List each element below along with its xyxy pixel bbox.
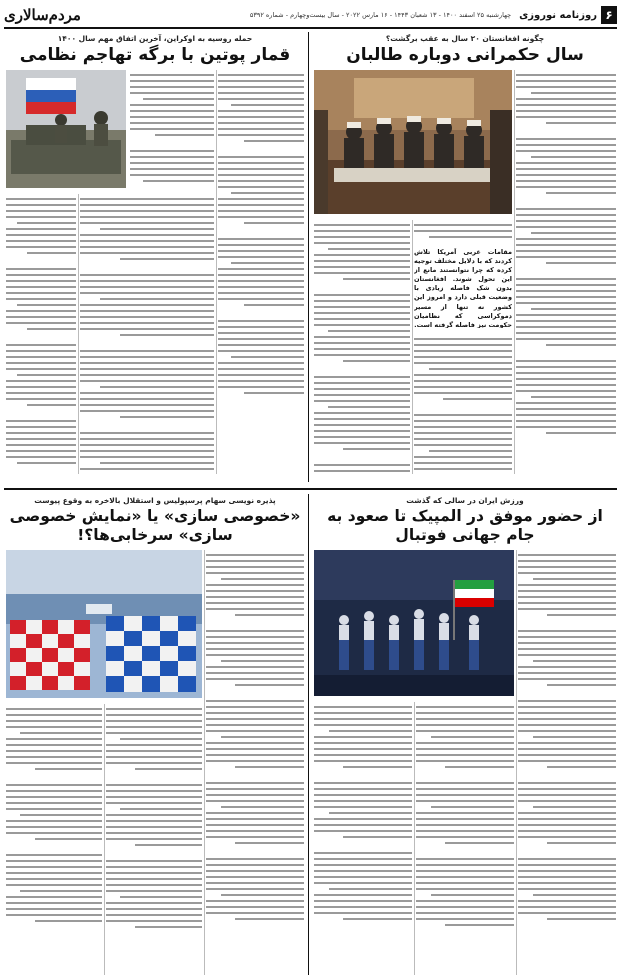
taliban-pullquote: مقامات غربی آمریکا تلاش کردند که با دلایل مختلف توجیه کرده که چرا نتوانستند مانع از این تحول شوند. افغانستان بدون شک فاصله زیادی با وضعیت قبلی دارد و امروز این کشور نه تنها از مسیر دموکراسی که نظامیان حکومت نیز فاصله گرفته است. [414, 248, 512, 328]
column-divider [412, 220, 413, 474]
russian-flag-icon [26, 78, 76, 114]
olympics-photo [314, 550, 514, 696]
article-kicker: چگونه افغانستان ۲۰ سال به عقب برگشت؟ [385, 34, 545, 43]
olympics-column-3 [314, 702, 412, 975]
section-rule [4, 488, 617, 490]
column-divider [104, 704, 105, 975]
olympics-column-2 [416, 702, 514, 975]
red-fan-flag-icon [10, 620, 90, 690]
column-divider [414, 702, 415, 975]
article-kicker: پذیره نویسی سهام پرسپولیس و استقلال بالاخره به وقوع پیوست [34, 496, 276, 505]
blue-fan-flag-icon [106, 616, 196, 692]
ukraine-column-1 [130, 70, 214, 188]
column-divider [514, 70, 515, 474]
column-divider [78, 194, 79, 474]
taliban-meeting-image [314, 70, 512, 214]
taliban-column-2b [414, 334, 512, 474]
article-privatization [6, 494, 304, 546]
column-divider [204, 550, 205, 975]
masthead [4, 4, 617, 26]
privatization-photo [6, 550, 202, 698]
column-divider [216, 70, 217, 474]
article-headline: سال حکمرانی دوباره طالبان [346, 45, 584, 65]
russian-tank-image [6, 70, 126, 188]
olympic-parade-image [314, 550, 514, 696]
privatization-column-1 [206, 550, 304, 975]
article-divider [308, 32, 309, 482]
taliban-column-1 [516, 70, 616, 474]
olympics-column-1 [518, 550, 616, 975]
page-number: ۶ [601, 6, 617, 24]
article-taliban [315, 32, 615, 66]
ukraine-photo [6, 70, 126, 188]
article-olympics [315, 494, 615, 546]
article-divider [308, 494, 309, 975]
ukraine-column-2 [218, 70, 304, 474]
column-divider [516, 550, 517, 975]
dateline: چهارشنبه ۲۵ اسفند ۱۴۰۰ - ۱۳ شعبان ۱۴۴۳ - ۱۶ مارس ۲۰۲۲ - سال بیست‌وچهارم - شماره ۵۳۹۲ [249, 11, 512, 19]
article-kicker: حمله روسیه به اوکراین، آخرین اتفاق مهم سال ۱۴۰۰ [57, 34, 253, 43]
section-badge [519, 6, 617, 24]
taliban-column-3 [314, 220, 410, 474]
article-headline: از حضور موفق در المپیک تا صعود به جام جهانی فوتبال [327, 507, 603, 545]
article-ukraine [6, 32, 304, 66]
football-fans-image [6, 550, 202, 698]
ukraine-column-3 [80, 194, 214, 474]
newspaper-logo: مردم‌سالاری [4, 6, 81, 24]
section-title: روزنامه نوروزی [519, 9, 597, 21]
privatization-column-3 [6, 704, 102, 975]
taliban-photo [314, 70, 512, 214]
article-headline: قمار پوتین با برگه تهاجم نظامی [19, 45, 291, 65]
ukraine-column-4 [6, 194, 76, 474]
taliban-column-2a [414, 220, 512, 244]
masthead-rule [4, 27, 617, 29]
article-headline: «خصوصی سازی» یا «نمایش خصوصی سازی» سرخابی‌ها؟! [9, 507, 301, 545]
privatization-column-2 [106, 704, 202, 975]
article-kicker: ورزش ایران در سالی که گذشت [406, 496, 524, 505]
